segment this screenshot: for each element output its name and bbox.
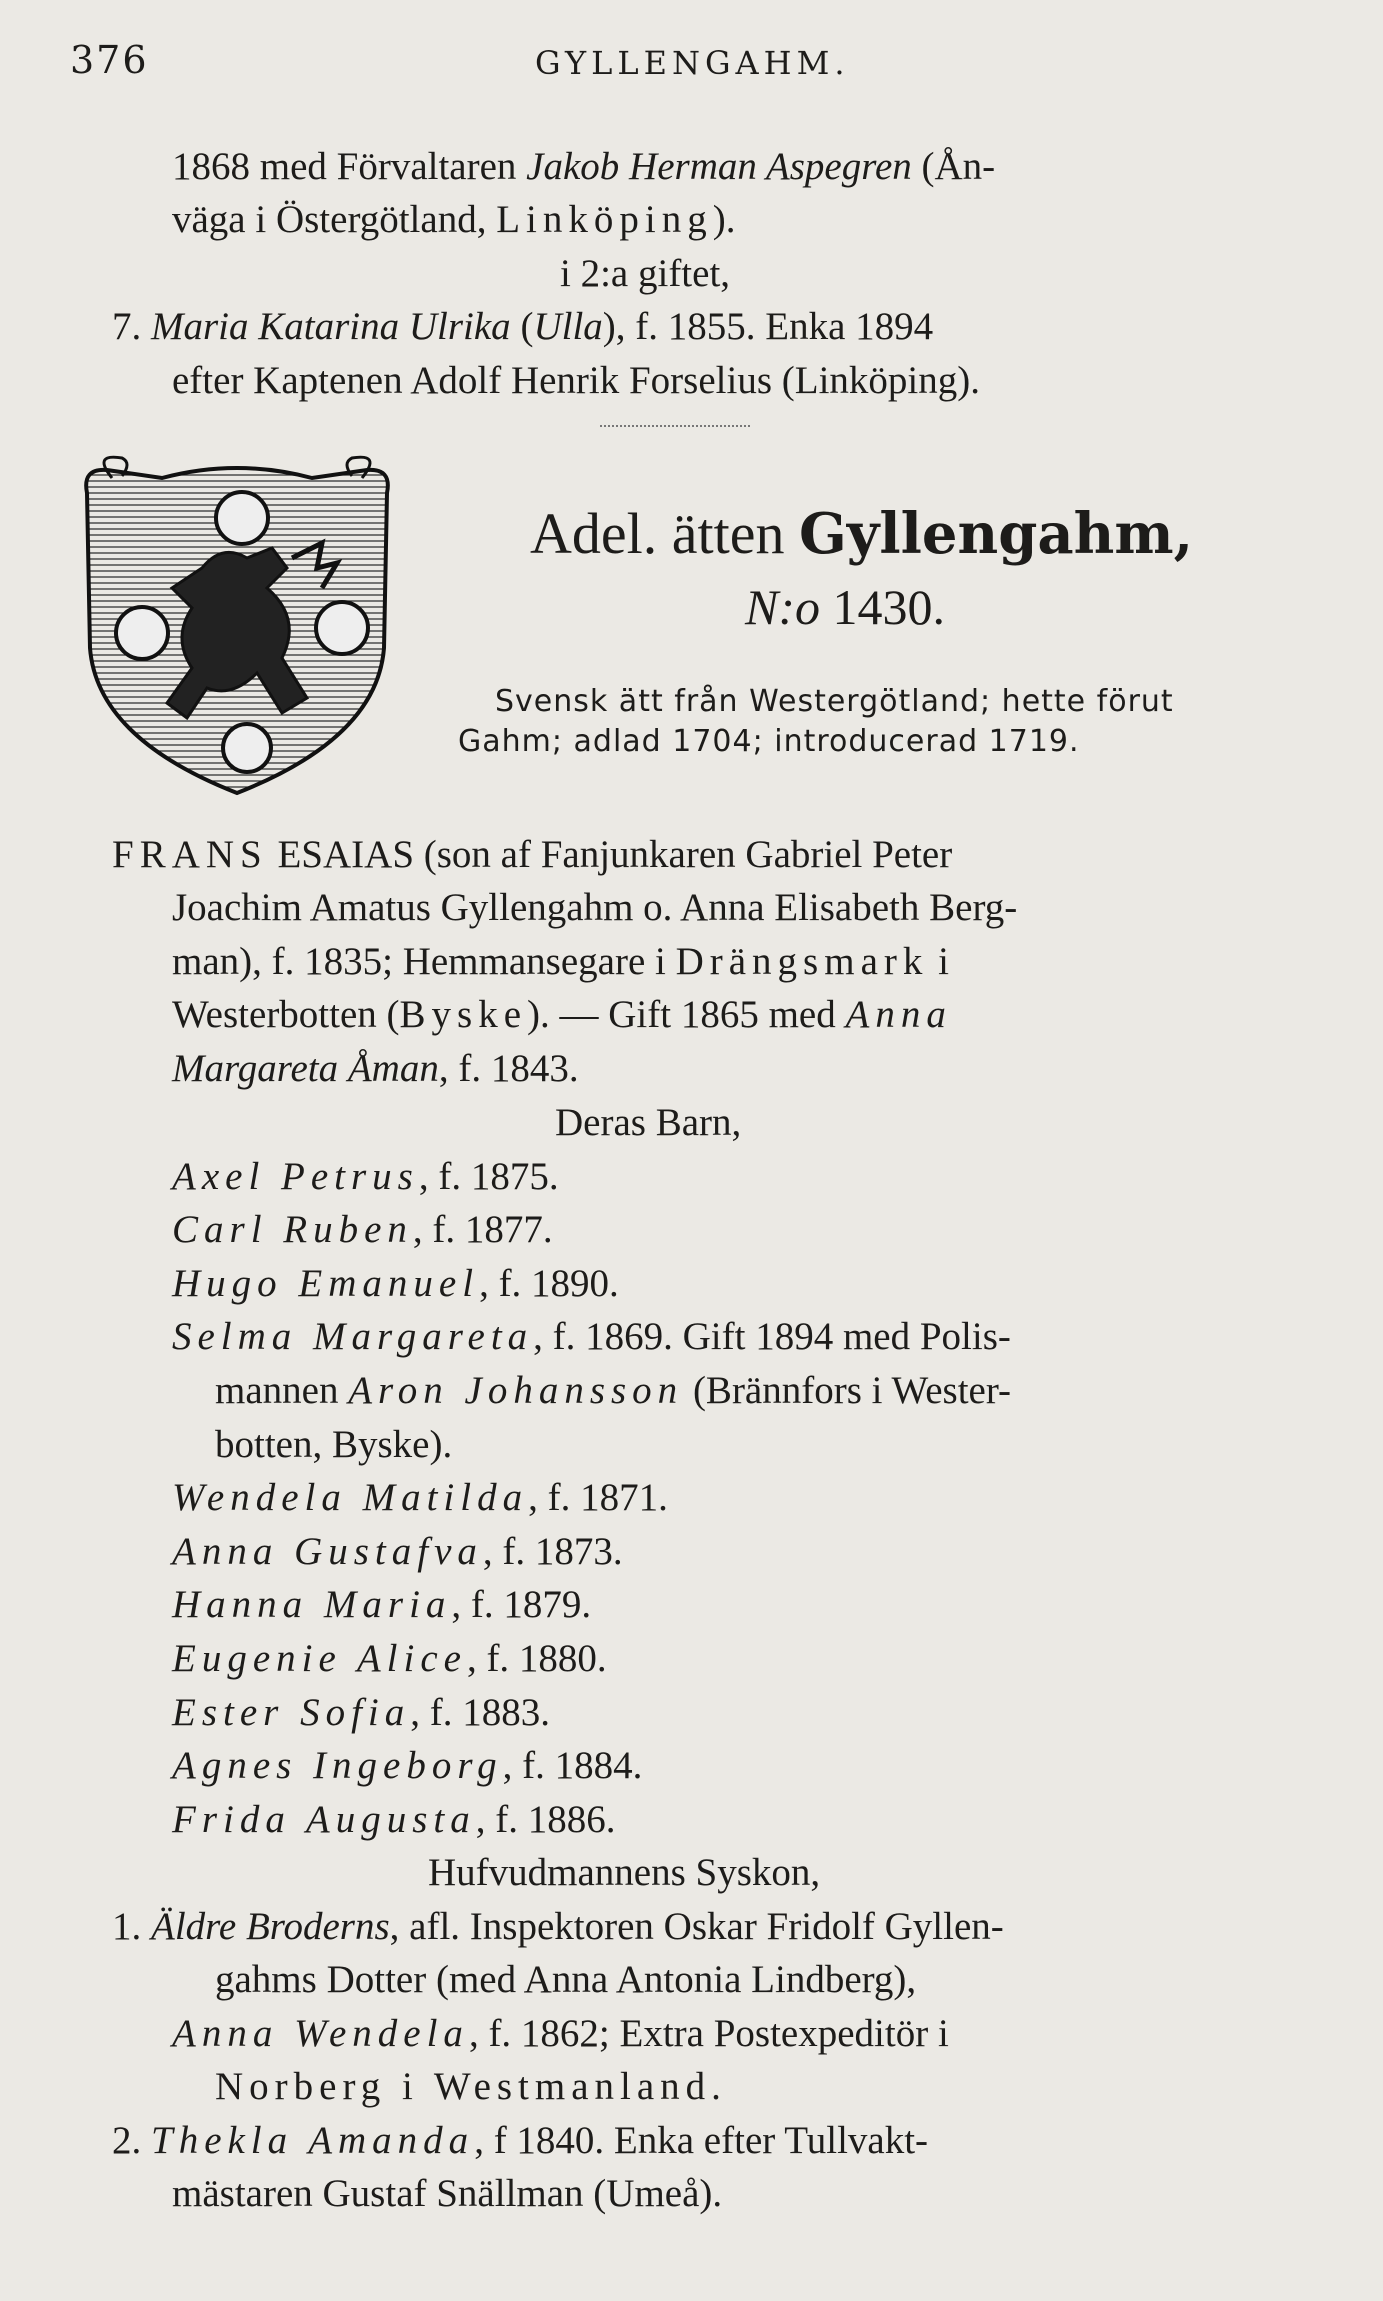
text: i 2:a giftet, [560,252,731,295]
text: (Brännfors i Wester- [683,1369,1012,1412]
text: 2. [112,2119,151,2162]
text: , f. 1869. Gift 1894 med Polis- [533,1315,1011,1358]
heraldic-shield-lion-icon [72,448,402,798]
family-title [530,500,1193,567]
child-line [172,1203,553,1257]
sibling-line-3 [172,2007,949,2061]
text: 1868 med Förvaltaren [172,145,527,188]
text: , afl. Inspektoren Oskar Fridolf Gyllen- [389,1905,1004,1948]
title-prefix: Adel. ätten [530,501,799,566]
person-name: Anna Wendela [172,2012,469,2055]
child-name: Eugenie Alice [172,1637,467,1680]
place-name: Linköping [496,198,713,241]
child-line [172,1632,607,1686]
text: Westerbotten ( [172,993,400,1036]
origin-line-1: Svensk ätt från Westergötland; hette förut [495,684,1174,719]
text: , f. 1886. [475,1798,616,1841]
child-name: Anna Gustafva [172,1530,483,1573]
text: , f 1840. Enka efter Tullvakt- [474,2119,929,2162]
number-value: 1430. [832,579,945,635]
text: i [928,940,949,983]
intro-line-3 [560,247,730,301]
child-line [172,1793,615,1847]
sibling-line-5 [112,2114,928,2168]
nickname: Ulla [533,305,603,348]
text: , f. 1843. [438,1047,579,1090]
sibling-line-2: gahms Dotter (med Anna Antonia Lindberg), [215,1958,917,2001]
number-label: N:o [745,579,820,635]
text: ESAIAS (son af Fanjunkaren Gabriel Peter [267,833,953,876]
child-line [172,1471,668,1525]
body-line-1 [112,828,952,882]
text: , f. 1877. [412,1208,553,1251]
text: , f. 1884. [502,1744,643,1787]
text: , f. 1890. [479,1262,619,1305]
child-line [172,1525,623,1579]
text: 7. [112,305,151,348]
text: man), f. 1835; Hemmansegare i [172,940,676,983]
text: väga i Östergötland, [172,198,497,241]
place-name: Drängsmark [675,940,929,983]
running-title: GYLLENGAHM. [535,44,850,82]
text: 1. [112,1905,151,1948]
head-name: FRANS [112,833,268,876]
body-line-3 [172,935,949,989]
child-line [172,1310,1011,1364]
child-name: Ester Sofia [172,1691,411,1734]
text: efter Kaptenen Adolf Henrik Forselius (Linköping). [172,359,980,402]
child-line-cont: botten, Byske). [215,1423,453,1466]
intro-line-5 [172,354,980,408]
child-name: Axel Petrus [172,1155,419,1198]
person-name: Aron Johansson [348,1369,684,1412]
person-name: Margareta Åman [172,1047,439,1090]
origin-line-2: Gahm; adlad 1704; introducerad 1719. [458,724,1080,759]
child-name: Selma Margareta [172,1315,534,1358]
text: ). [712,198,736,241]
intro-line-4 [112,300,933,354]
text: , f. 1871. [528,1476,668,1519]
person-name: Thekla Amanda [151,2119,475,2162]
text: ). — Gift 1865 med [527,993,846,1036]
text: mannen [215,1369,349,1412]
body-line-5 [172,1042,579,1096]
children-heading: Deras Barn, [555,1101,742,1144]
sibling-line-6: mästaren Gustaf Snällman (Umeå). [172,2172,723,2215]
family-name: Gyllengahm, [798,501,1194,567]
child-line-cont [215,1364,1011,1418]
text: , f. 1883. [410,1691,550,1734]
child-line [172,1150,559,1204]
siblings-heading: Hufvudmannens Syskon, [428,1851,821,1894]
relation: Äldre Broderns [151,1905,390,1948]
page-number: 376 [70,38,149,82]
text: (Ån- [911,145,996,188]
child-line [172,1578,591,1632]
child-line [172,1686,550,1740]
text: , f. 1879. [451,1583,592,1626]
child-name: Agnes Ingeborg [172,1744,503,1787]
text: , f. 1862; Extra Postexpeditör i [468,2012,949,2055]
intro-line-1 [172,140,995,194]
child-line [172,1257,619,1311]
text: , f. 1873. [482,1530,623,1573]
sibling-line-1 [112,1900,1004,1954]
place-name: Byske [399,993,528,1036]
intro-line-2 [172,193,735,247]
child-name: Frida Augusta [172,1798,476,1841]
sibling-line-4: Norberg i Westmanland. [215,2065,727,2108]
text: , f. 1880. [466,1637,607,1680]
person-name: Anna [845,993,952,1036]
child-line [172,1739,642,1793]
child-name: Wendela Matilda [172,1476,529,1519]
body-line-2: Joachim Amatus Gyllengahm o. Anna Elisabeth Berg- [172,886,1018,929]
person-name: Maria Katarina Ulrika [151,305,511,348]
child-name: Carl Ruben [172,1208,413,1251]
family-number [745,578,945,636]
body-line-4 [172,988,952,1042]
text: ), f. 1855. Enka 1894 [602,305,934,348]
separator [600,425,750,427]
text: , f. 1875. [418,1155,559,1198]
person-name: Jakob Herman Aspegren [526,145,912,188]
child-name: Hanna Maria [172,1583,452,1626]
text: ( [510,305,534,348]
child-name: Hugo Emanuel [172,1262,480,1305]
